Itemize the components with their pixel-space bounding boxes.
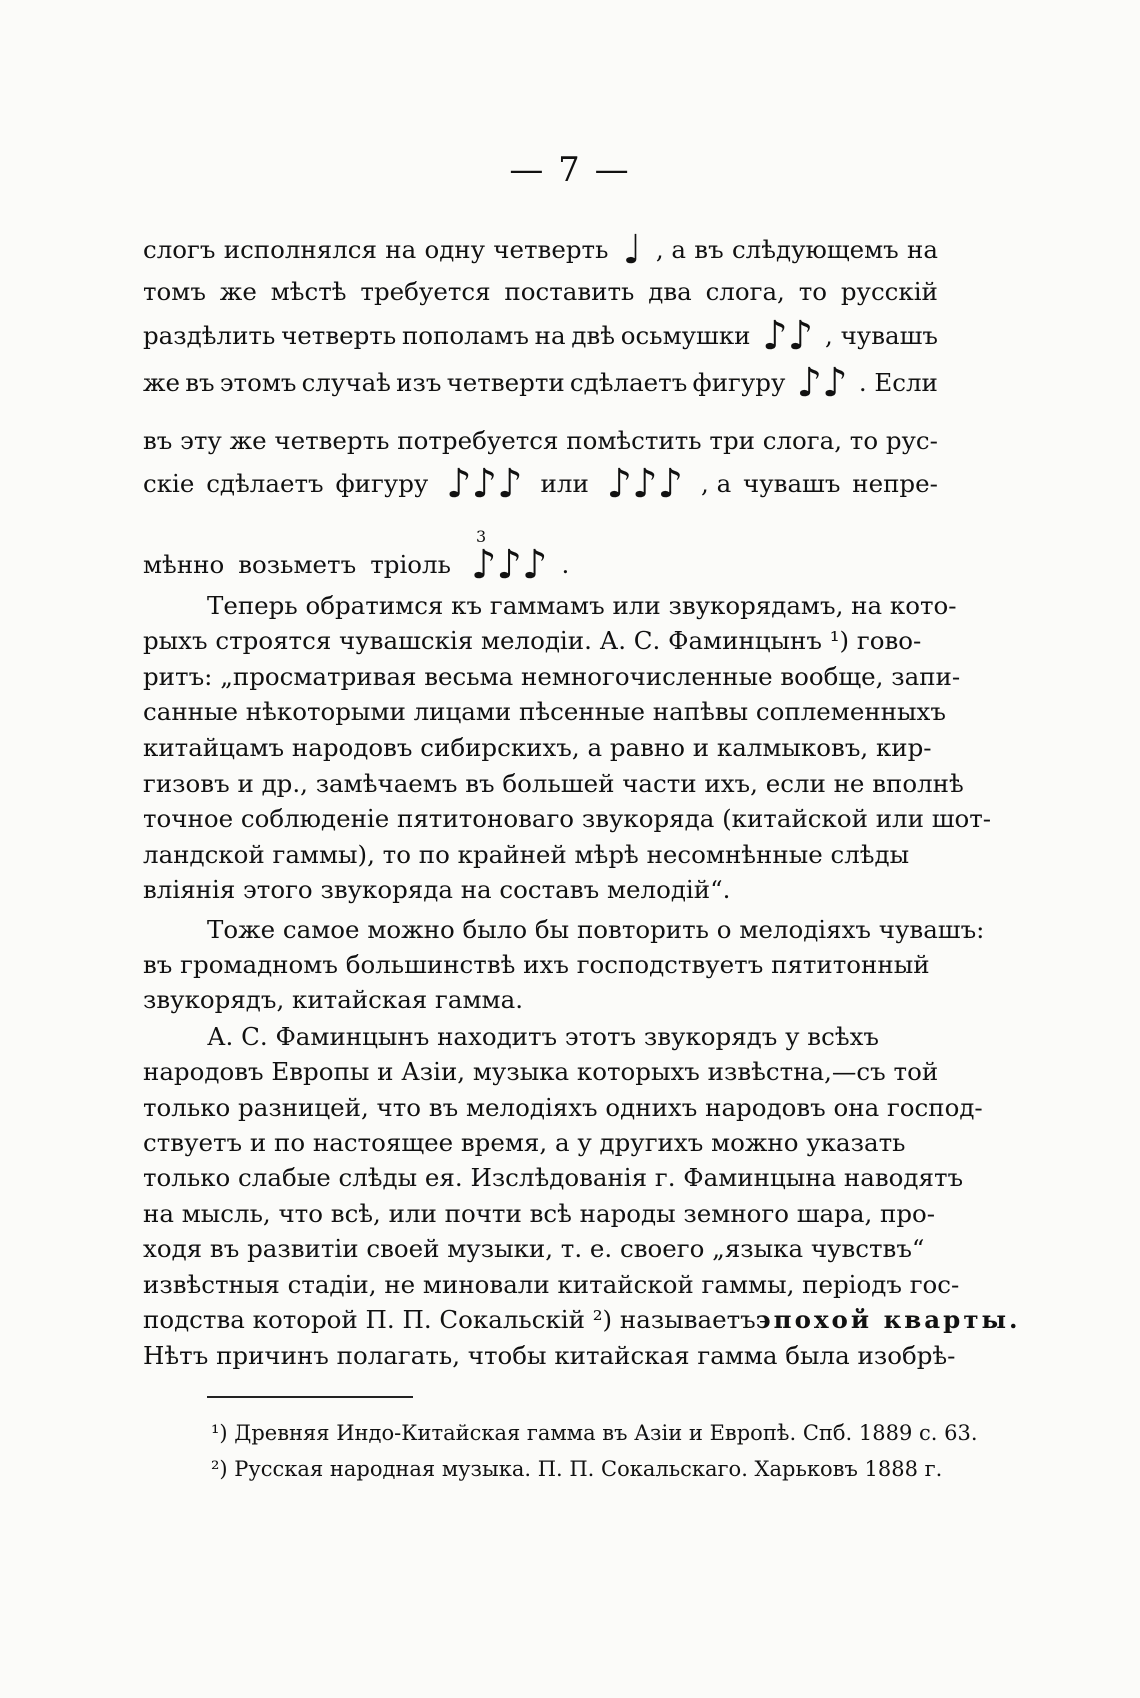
word: рус- [885,426,938,455]
word: , а [701,469,732,498]
triplet-notes-icon: ♪♪♪ [470,542,548,588]
word: мѣстѣ [270,277,347,306]
text-line: ландской гаммы), то по крайней мѣрѣ несомнѣнные слѣды [143,840,910,869]
word: четверть [281,321,397,350]
text-line [143,542,938,588]
footnote: ¹) Древняя Индо-Китайская гамма въ Азіи и Европѣ. Спб. 1889 с. 63. [211,1421,978,1445]
word: сдѣлаетъ [569,368,688,397]
word: поставить [504,277,635,306]
text-line [143,423,938,459]
text-line [143,461,938,507]
word: случаѣ [301,368,391,397]
word: на [907,235,938,264]
word: исполнялся [223,235,377,264]
word: . [561,550,570,579]
word: изъ [396,368,442,397]
quarter-note-icon: ♩ [622,227,642,273]
word: то [798,277,828,306]
three-notes-figure-icon: ♪♪♪ [446,461,523,507]
text-line: рыхъ строятся чувашскія мелодіи. А. С. Фаминцынъ ¹) гово- [143,626,922,655]
text-line: точное соблюденіе пятитоноваго звукоряда (китайской или шот- [143,804,992,833]
word: три [709,426,755,455]
text-line: ствуетъ и по настоящее время, а у другихъ можно указать [143,1128,906,1157]
word: возьметъ [238,550,357,579]
word: , а [655,235,687,264]
word: на [385,235,417,264]
text-line: народовъ Европы и Азіи, музыка которыхъ извѣстна,—съ той [143,1057,939,1086]
word: же [143,368,181,397]
two-eighth-notes-icon: ♪♪ [762,313,814,359]
word: русскій [840,277,938,306]
word: помѣстить [566,426,702,455]
word: раздѣлить [143,321,276,350]
word: четверть [493,235,609,264]
word: одну [424,235,486,264]
text-line: Нѣтъ причинъ полагать, чтобы китайская гамма была изобрѣ- [143,1341,956,1370]
word: слогъ [143,235,216,264]
text-line: ритъ: „просматривая весьма немногочисленные вообще, запи- [143,662,961,691]
word: фигуру [335,469,429,498]
word: пополамъ [401,321,529,350]
text-line: извѣстныя стадіи, не миновали китайской гаммы, періодъ гос- [143,1270,960,1299]
word: то [849,426,879,455]
word: . Если [858,368,938,397]
word: сдѣлаетъ [206,469,324,498]
text-line: звукорядъ, китайская гамма. [143,985,523,1014]
word: тріоль [370,550,451,579]
word: или [540,469,589,498]
emphasized-term: эпохой кварты. [755,1305,1021,1334]
footnote: ²) Русская народная музыка. П. П. Сокальскаго. Харьковъ 1888 г. [211,1457,943,1481]
word: слѣдующемъ [731,235,899,264]
word: въ [143,426,173,455]
word: же [229,426,267,455]
word: скіе [143,469,195,498]
text-line [143,1302,1021,1338]
word: въ [694,235,724,264]
word: потребуется [397,426,559,455]
word: четверти [446,368,565,397]
text-line [143,313,938,359]
word: на [534,321,566,350]
text-segment: подства которой П. П. Сокальскій ²) называетъ [143,1305,756,1334]
word: томъ [143,277,206,306]
word: слога, [705,277,785,306]
text-line [143,227,938,273]
text-line [143,360,938,406]
text-line: китайцамъ народовъ сибирскихъ, а равно и калмыковъ, кир- [143,733,932,762]
text-line: въ громадномъ большинствѣ ихъ господствуетъ пятитонный [143,950,930,979]
tied-eighth-notes-icon: ♪♪ [796,360,848,406]
word: въ [185,368,215,397]
word: непре- [852,469,938,498]
word: фигуру [692,368,786,397]
word: слога, [762,426,843,455]
word: чувашъ [743,469,841,498]
word: мѣнно [143,550,225,579]
triplet-number: 3 [476,527,487,546]
word: этомъ [219,368,297,397]
word: же [219,277,257,306]
word: требуется [360,277,491,306]
text-line: санные нѣкоторыми лицами пѣсенные напѣвы соплеменныхъ [143,697,946,726]
text-line: А. С. Фаминцынъ находитъ этотъ звукорядъ у всѣхъ [207,1022,880,1051]
text-line: гизовъ и др., замѣчаемъ въ большей части ихъ, если не вполнѣ [143,769,964,798]
text-line: Тоже самое можно было бы повторить о мелодіяхъ чувашъ: [207,915,985,944]
footnote-divider [207,1396,413,1398]
text-line: ходя въ развитіи своей музыки, т. е. своего „языка чувствъ“ [143,1234,925,1263]
word: эту [180,426,222,455]
text-line: только разницей, что въ мелодіяхъ однихъ народовъ она господ- [143,1093,983,1122]
page-number: — 7 — [509,150,631,190]
word: , чувашъ [825,321,938,350]
three-notes-figure-icon: ♪♪♪ [606,461,684,507]
text-line: Теперь обратимся къ гаммамъ или звукорядамъ, на кото- [207,591,957,620]
text-line: только слабые слѣды ея. Изслѣдованія г. Фаминцына наводятъ [143,1163,964,1192]
word: двѣ [571,321,616,350]
text-line: на мысль, что всѣ, или почти всѣ народы земного шара, про- [143,1199,936,1228]
word: четверть [274,426,390,455]
word: два [648,277,692,306]
text-line: вліянія этого звукоряда на составъ мелодій“. [143,875,731,904]
word: осьмушки [620,321,751,350]
text-line [143,274,938,310]
